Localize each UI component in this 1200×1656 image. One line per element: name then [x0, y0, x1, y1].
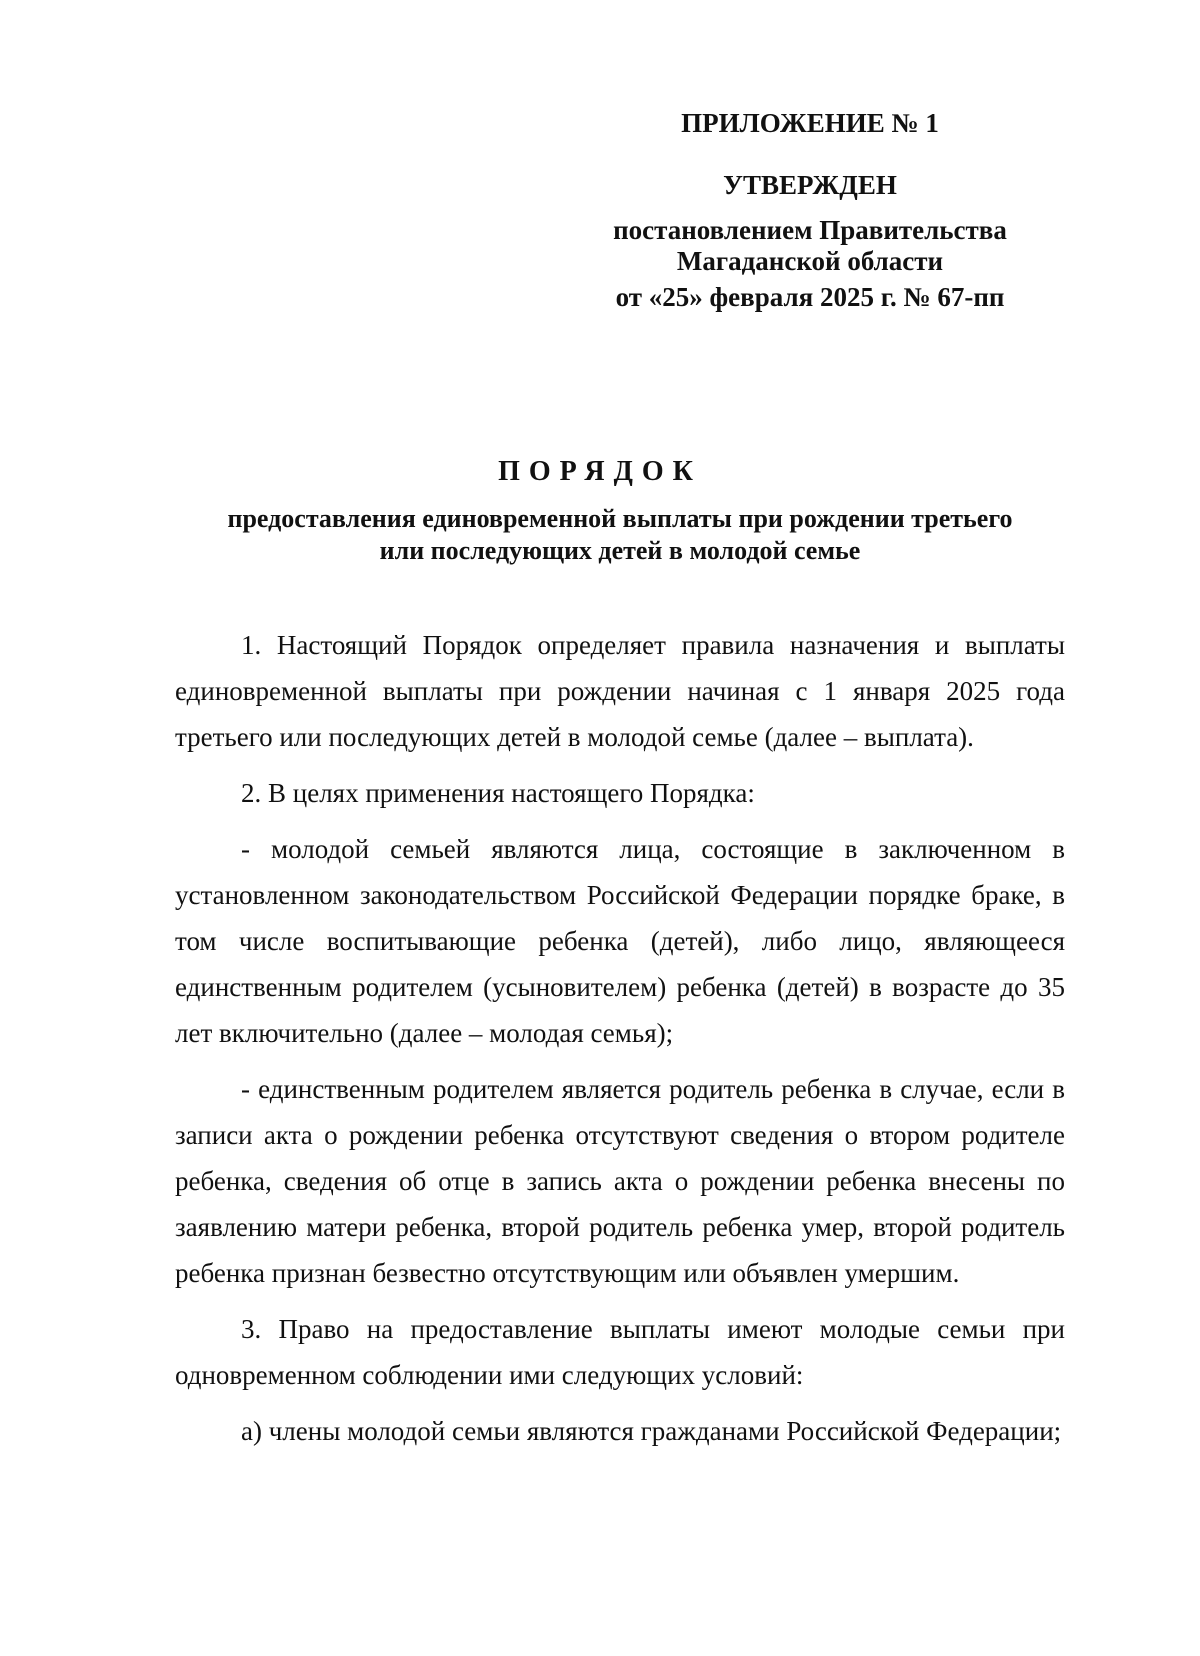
document-subtitle — [170, 503, 1070, 567]
paragraph-3: 3. Право на предоставление выплаты имеют молодые семьи при одновременном соблюдении ими следующих условий: — [175, 1314, 1065, 1390]
decree-date: от «25» февраля 2025 г. № 67-пп — [615, 282, 1005, 312]
paragraph-young-family: - молодой семьей являются лица, состоящие в заключенном в установленном законодательством Российской Федерации порядке браке, в том числе воспитывающие ребенка (детей), либо лицо, являющееся единственным родителем (усыновителем) ребенка (детей) в возрасте до 35 лет включительно (далее – молодая семья); — [175, 834, 1065, 1048]
document-title: ПОРЯДОК — [498, 456, 702, 487]
paragraph-single-parent: - единственным родителем является родитель ребенка в случае, если в записи акта о рождении ребенка отсутствуют сведения о втором родителе ребенка, сведения об отце в запись акта о рождении ребенка внесены по заявлению матери ребенка, второй родитель ребенка умер, второй родитель ребенка признан безвестно отсутствующим или объявлен умершим. — [175, 1074, 1065, 1288]
subtitle-line-1: предоставления единовременной выплаты при рождении третьего — [227, 504, 1013, 533]
paragraph-2: 2. В целях применения настоящего Порядка: — [241, 778, 755, 808]
subtitle-line-2: или последующих детей в молодой семье — [379, 536, 861, 565]
paragraph-3a: а) члены молодой семьи являются гражданами Российской Федерации; — [241, 1416, 1062, 1446]
appendix-number: ПРИЛОЖЕНИЕ № 1 — [681, 108, 939, 138]
paragraph-1: 1. Настоящий Порядок определяет правила назначения и выплаты единовременной выплаты при рождении начиная с 1 января 2025 года третьего или последующих детей в молодой семье (далее – выплата). — [175, 630, 1065, 752]
decree-line-1: постановлением Правительства — [613, 215, 1007, 245]
approved-label: УТВЕРЖДЕН — [723, 170, 897, 200]
decree-line-2: Магаданской области — [676, 246, 944, 276]
decree-reference — [580, 215, 1040, 277]
document-body — [175, 622, 1065, 1454]
